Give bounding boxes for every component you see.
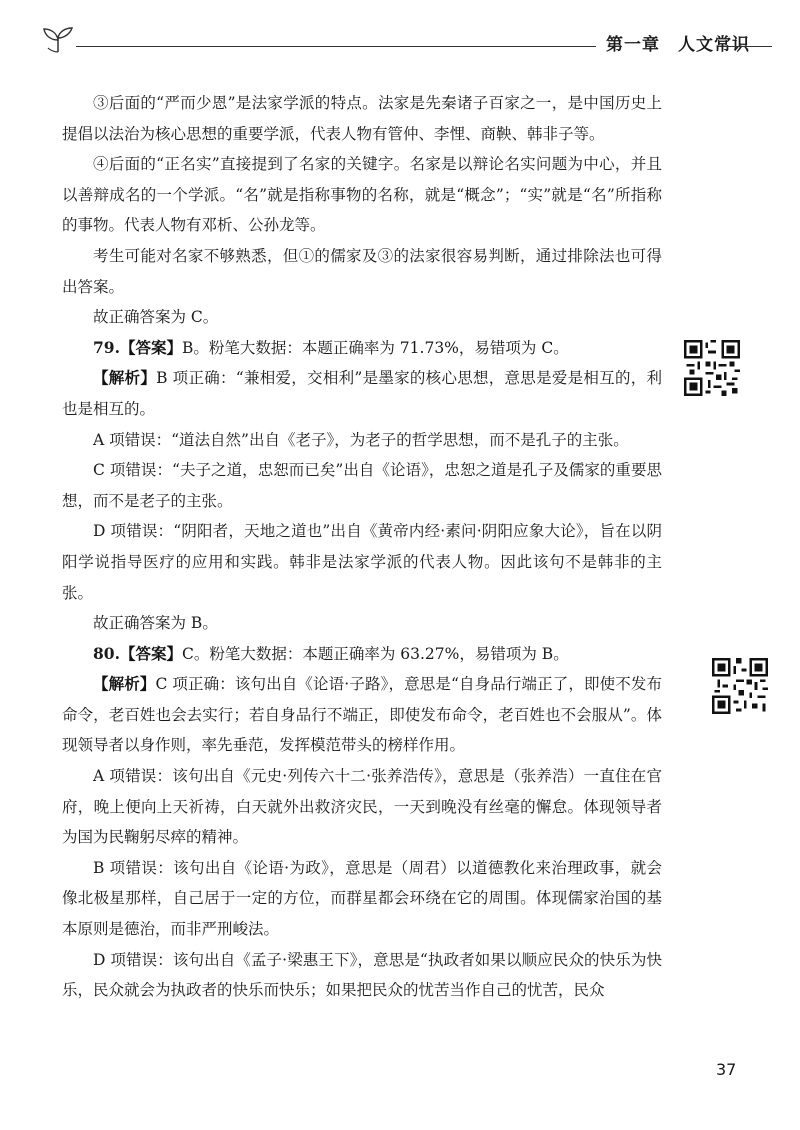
question-80-answer bbox=[62, 639, 662, 670]
qr-code-icon[interactable] bbox=[684, 340, 740, 396]
option-a-explanation: A 项错误：该句出自《元史·列传六十二·张养浩传》，意思是（张养浩）一直住在官府，晚上便向上天祈祷，白天就外出救济灾民，一天到晚没有丝毫的懈怠。体现领导者为国为民鞠躬尽瘁的精神。 bbox=[62, 767, 662, 847]
analysis-text: C 项正确：该句出自《论语·子路》，意思是“自身品行端正了，即使不发布命令，老百姓也会去实行；若自身品行不端正，即使发布命令，老百姓也不会服从”。体现领导者以身作则，率先垂范，发挥模范带头的榜样作用。 bbox=[62, 675, 662, 755]
header-rule bbox=[76, 46, 596, 47]
conclusion: 故正确答案为 C。 bbox=[93, 308, 219, 327]
option-b-explanation: B 项错误：该句出自《论语·为政》，意思是（周君）以道德教化来治理政事，就会像北极星那样，自己居于一定的方位，而群星都会环绕在它的周围。体现儒家治国的基本原则是德治，而非严刑峻法。 bbox=[62, 858, 662, 939]
answer-tag: 【答案】 bbox=[119, 643, 182, 663]
page-header bbox=[40, 24, 772, 64]
option-d-explanation: D 项错误：“阴阳者，天地之道也”出自《黄帝内经·素问·阴阳应象大论》，旨在以阴阳学说指导医疗的应用和实践。韩非是法家学派的代表人物。因此该句不是韩非的主张。 bbox=[62, 522, 662, 602]
chapter-title: 第一章 人文常识 bbox=[606, 35, 750, 55]
page-body bbox=[62, 88, 662, 1006]
answer-tag: 【答案】 bbox=[119, 337, 182, 357]
page-number: 37 bbox=[716, 1060, 737, 1079]
question-number: 79. bbox=[93, 337, 120, 357]
answer-text: C。粉笔大数据：本题正确率为 63.27%，易错项为 B。 bbox=[181, 644, 569, 663]
paragraph: ③后面的“严而少恩”是法家学派的特点。法家是先秦诸子百家之一，是中国历史上提倡以法治为核心思想的重要学派，代表人物有管仲、李悝、商鞅、韩非子等。 bbox=[62, 94, 662, 143]
answer-text: B。粉笔大数据：本题正确率为 71.73%，易错项为 C。 bbox=[181, 338, 569, 357]
qr-code-icon[interactable] bbox=[712, 658, 768, 714]
option-c-explanation: C 项错误：“夫子之道，忠恕而已矣”出自《论语》，忠恕之道是孔子及儒家的重要思想，而不是老子的主张。 bbox=[62, 461, 662, 510]
option-d-explanation: D 项错误：该句出自《孟子·梁惠王下》，意思是“执政者如果以顺应民众的快乐为快乐，民众就会为执政者的快乐而快乐；如果把民众的忧苦当作自己的忧苦，民众 bbox=[62, 950, 662, 1000]
paragraph: ④后面的“正名实”直接提到了名家的关键字。名家是以辩论名实问题为中心，并且以善辩成名的一个学派。“名”就是指称事物的名称，就是“概念”；“实”就是“名”所指称的事物。代表人物有邓析、公孙龙等。 bbox=[62, 155, 662, 235]
leaf-sprout-icon bbox=[40, 26, 76, 56]
paragraph: 考生可能对名家不够熟悉，但①的儒家及③的法家很容易判断，通过排除法也可得出答案。 bbox=[62, 246, 662, 296]
question-number: 80. bbox=[93, 643, 120, 663]
analysis-text: B 项正确：“兼相爱，交相利”是墨家的核心思想，意思是爱是相互的，利也是相互的。 bbox=[62, 369, 662, 418]
header-rule-right bbox=[726, 46, 772, 47]
option-a-explanation: A 项错误：“道法自然”出自《老子》，为老子的哲学思想，而不是孔子的主张。 bbox=[93, 430, 629, 449]
question-79-answer bbox=[62, 333, 662, 364]
question-80-analysis bbox=[62, 669, 662, 761]
analysis-tag: 【解析】 bbox=[93, 368, 157, 388]
conclusion: 故正确答案为 B。 bbox=[93, 614, 218, 633]
question-79-analysis bbox=[62, 363, 662, 424]
analysis-tag: 【解析】 bbox=[93, 674, 156, 694]
